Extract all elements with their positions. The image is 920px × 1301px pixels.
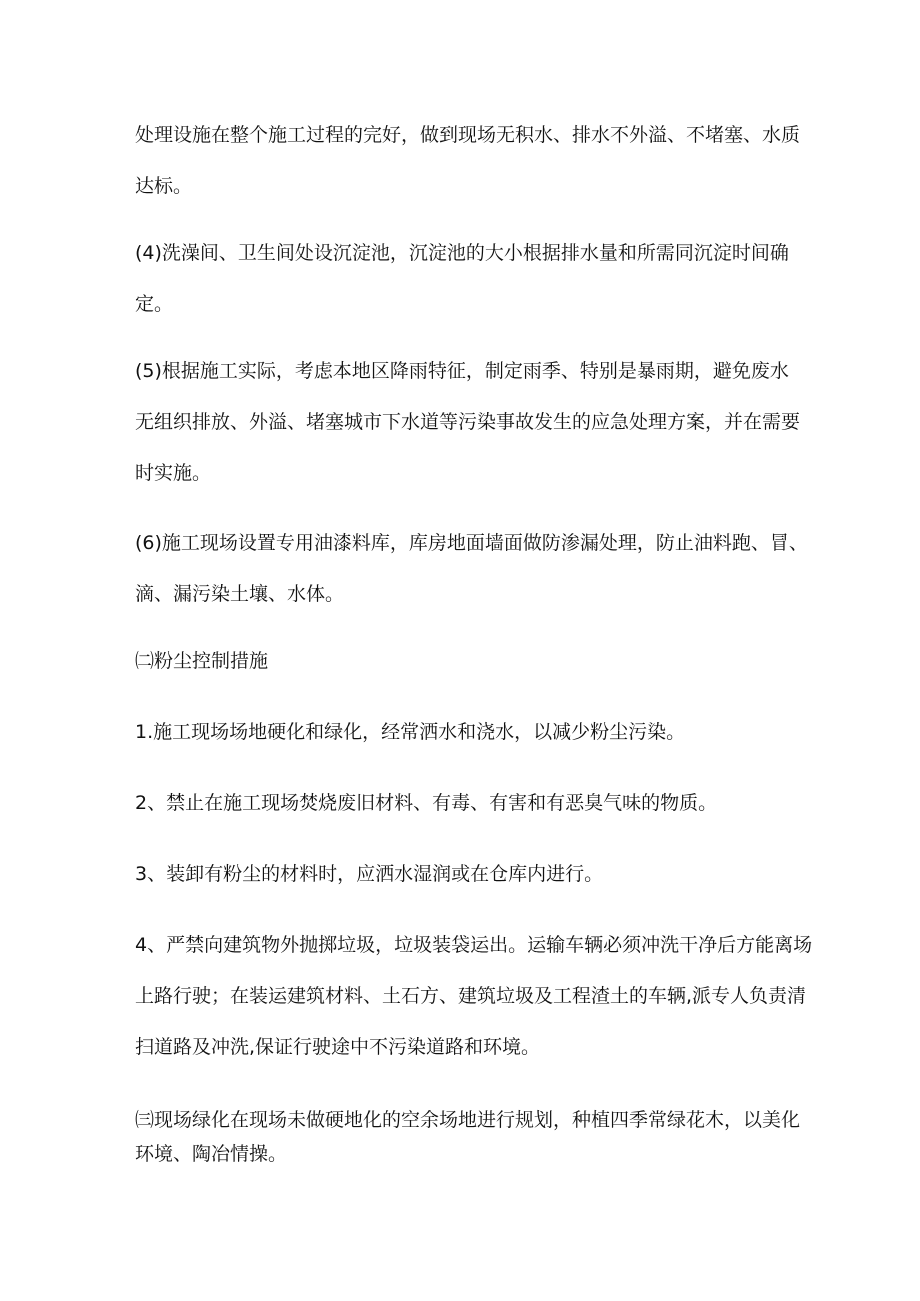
text-line: (4)洗澡间、卫生间处设沉淀池，沉淀池的大小根据排水量和所需同沉淀时间确 [135, 242, 789, 264]
text-line: 定。 [135, 293, 174, 315]
paragraph-dust-2 [135, 778, 805, 829]
paragraph-item-5 [135, 346, 805, 499]
text-line: 4、严禁向建筑物外抛掷垃圾，垃圾装袋运出。运输车辆必须冲洗干净后方能离场 [135, 934, 813, 956]
paragraph-dust-1 [135, 707, 805, 758]
text-line: (6)施工现场设置专用油漆料库，库房地面墙面做防渗漏处理，防止油料跑、冒、 [135, 532, 808, 554]
paragraph-dust-4 [135, 920, 813, 1073]
paragraph-drainage-continued [135, 110, 805, 212]
text-line: 扫道路及冲洗,保证行驶途中不污染道路和环境。 [135, 1036, 541, 1058]
paragraph-greening [135, 1103, 805, 1171]
paragraph-dust-3 [135, 849, 805, 900]
text-line: 上路行驶；在装运建筑材料、土石方、建筑垃圾及工程渣土的车辆,派专人负责清 [135, 985, 807, 1007]
text-line: 环境、陶冶情操。 [135, 1143, 288, 1165]
text-line: 3、装卸有粉尘的材料时，应洒水湿润或在仓库内进行。 [135, 863, 604, 885]
section-heading-dust-control [135, 636, 805, 687]
heading-text: ㈡粉尘控制措施 [135, 650, 269, 672]
text-line: 2、禁止在施工现场焚烧废旧材料、有毒、有害和有恶臭气味的物质。 [135, 792, 718, 814]
text-line: (5)根据施工实际，考虑本地区降雨特征，制定雨季、特别是暴雨期，避免废水 [135, 360, 789, 382]
text-line: ㈢现场绿化在现场未做硬地化的空余场地进行规划，种植四季常绿花木，以美化 [135, 1109, 801, 1131]
paragraph-item-6 [135, 518, 808, 620]
text-line: 时实施。 [135, 462, 212, 484]
text-line: 1.施工现场场地硬化和绿化，经常洒水和浇水，以减少粉尘污染。 [135, 721, 686, 743]
text-line: 滴、漏污染土壤、水体。 [135, 583, 345, 605]
text-line: 处理设施在整个施工过程的完好，做到现场无积水、排水不外溢、不堵塞、水质 [135, 124, 801, 146]
paragraph-item-4 [135, 228, 805, 330]
text-line: 达标。 [135, 175, 193, 197]
text-line: 无组织排放、外溢、堵塞城市下水道等污染事故发生的应急处理方案，并在需要 [135, 411, 801, 433]
